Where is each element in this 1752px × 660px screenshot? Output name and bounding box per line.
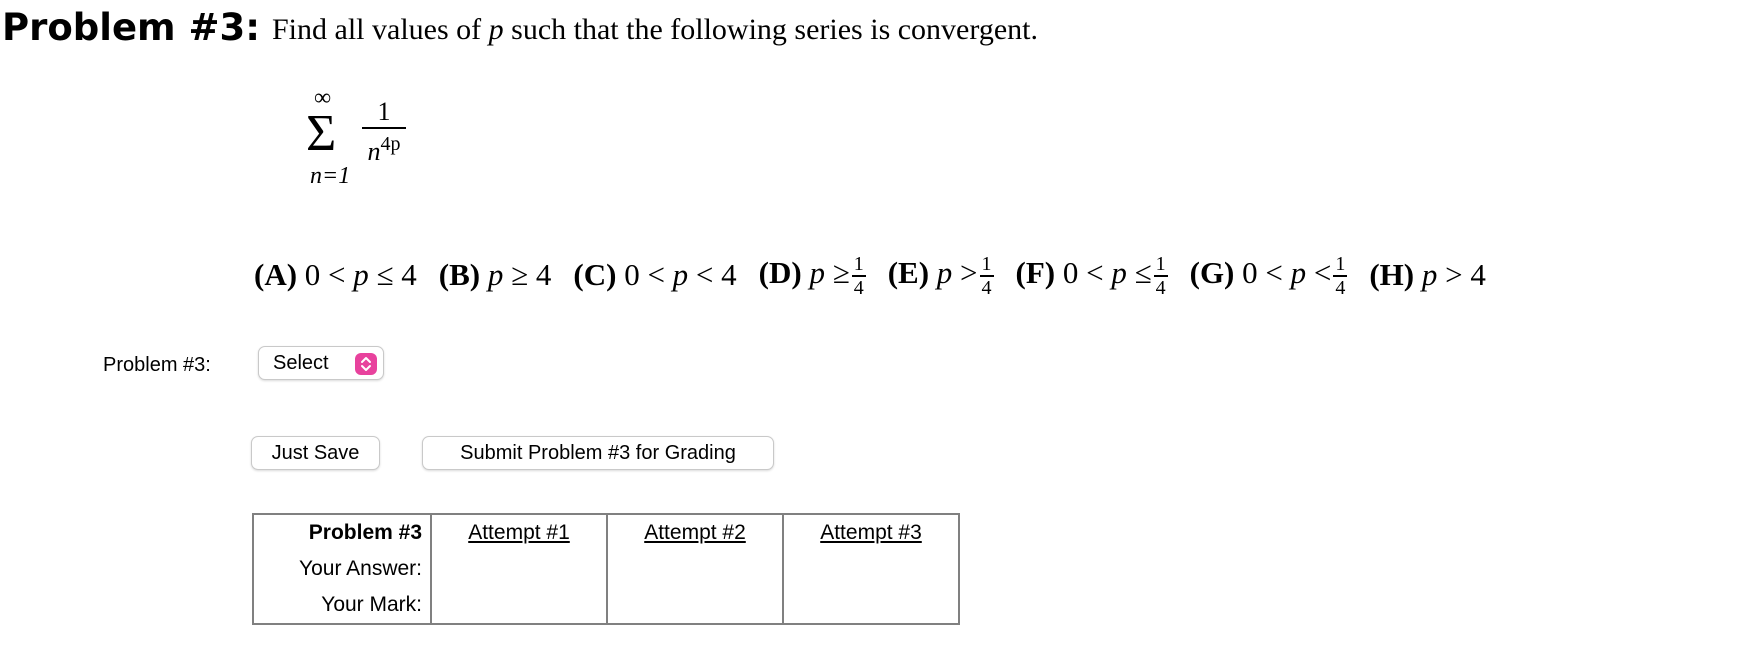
attempt-1-link[interactable]: Attempt #1 <box>431 514 607 551</box>
submit-for-grading-button[interactable]: Submit Problem #3 for Grading <box>422 436 774 470</box>
option-label: (E) <box>887 255 930 291</box>
series-upper-limit: ∞ <box>314 85 332 111</box>
just-save-button[interactable]: Just Save <box>251 436 380 470</box>
option-d <box>759 251 866 298</box>
table-row <box>253 551 959 587</box>
option-label: (D) <box>758 255 802 291</box>
mark-cell-2 <box>607 587 783 624</box>
option-fraction <box>980 254 994 298</box>
option-expression: 0 < p ≤ <box>1062 255 1152 291</box>
row-label-your-answer: Your Answer: <box>253 551 431 587</box>
option-label: (H) <box>1369 256 1415 292</box>
series-lower-limit: n=1 <box>310 163 351 189</box>
option-expression: p ≥ 4 <box>487 256 552 292</box>
attempts-table <box>252 513 960 625</box>
option-label: (G) <box>1189 255 1235 291</box>
problem-statement <box>272 10 1038 50</box>
option-expression: 0 < p ≤ 4 <box>304 256 417 292</box>
fraction-denominator: 4 <box>1335 277 1346 300</box>
answer-options <box>254 250 1508 298</box>
series-term-fraction <box>362 98 406 166</box>
chevron-updown-icon <box>355 353 377 375</box>
series-denominator-exponent: 4p <box>380 133 401 155</box>
fraction-numerator: 1 <box>1155 253 1166 276</box>
series-denominator <box>362 130 406 166</box>
option-fraction <box>852 254 866 298</box>
fraction-bar <box>362 127 406 129</box>
option-b <box>439 253 552 297</box>
answer-select[interactable] <box>258 346 384 380</box>
attempt-2-link[interactable]: Attempt #2 <box>607 514 783 551</box>
option-f <box>1016 251 1168 298</box>
answer-cell-3 <box>783 551 959 587</box>
series-denominator-base: n <box>367 137 381 166</box>
option-expression: 0 < p < <box>1242 255 1332 291</box>
option-fraction <box>1154 254 1168 298</box>
option-g <box>1190 251 1348 298</box>
problem-title: Problem #3: <box>2 6 261 49</box>
statement-variable: p <box>488 13 504 46</box>
option-h <box>1369 253 1486 297</box>
option-expression: p > 4 <box>1421 256 1486 292</box>
statement-pre: Find all values of <box>272 13 489 46</box>
option-label: (B) <box>438 256 481 292</box>
fraction-numerator: 1 <box>981 253 992 276</box>
option-c <box>573 253 736 297</box>
answer-cell-2 <box>607 551 783 587</box>
table-header-problem: Problem #3 <box>253 514 431 551</box>
table-row <box>253 514 959 551</box>
option-label: (A) <box>254 256 298 292</box>
fraction-numerator: 1 <box>853 253 864 276</box>
row-label-your-mark: Your Mark: <box>253 587 431 624</box>
option-expression: 0 < p < 4 <box>624 256 737 292</box>
answer-label: Problem #3: <box>103 354 211 376</box>
mark-cell-1 <box>431 587 607 624</box>
select-value: Select <box>273 352 329 374</box>
fraction-denominator: 4 <box>981 277 992 300</box>
option-expression: p > <box>936 255 978 291</box>
option-fraction <box>1333 254 1347 298</box>
answer-cell-1 <box>431 551 607 587</box>
option-e <box>888 251 994 298</box>
option-label: (F) <box>1015 255 1056 291</box>
option-label: (C) <box>573 256 617 292</box>
series-numerator: 1 <box>377 97 391 126</box>
option-expression: p ≥ <box>809 255 850 291</box>
option-a <box>254 253 417 297</box>
series-formula <box>300 82 440 192</box>
fraction-denominator: 4 <box>853 277 864 300</box>
statement-post: such that the following series is convergent. <box>503 13 1038 46</box>
fraction-denominator: 4 <box>1155 277 1166 300</box>
table-row <box>253 587 959 624</box>
sigma-symbol: Σ <box>306 105 337 162</box>
mark-cell-3 <box>783 587 959 624</box>
fraction-numerator: 1 <box>1335 253 1346 276</box>
attempt-3-link[interactable]: Attempt #3 <box>820 521 922 544</box>
